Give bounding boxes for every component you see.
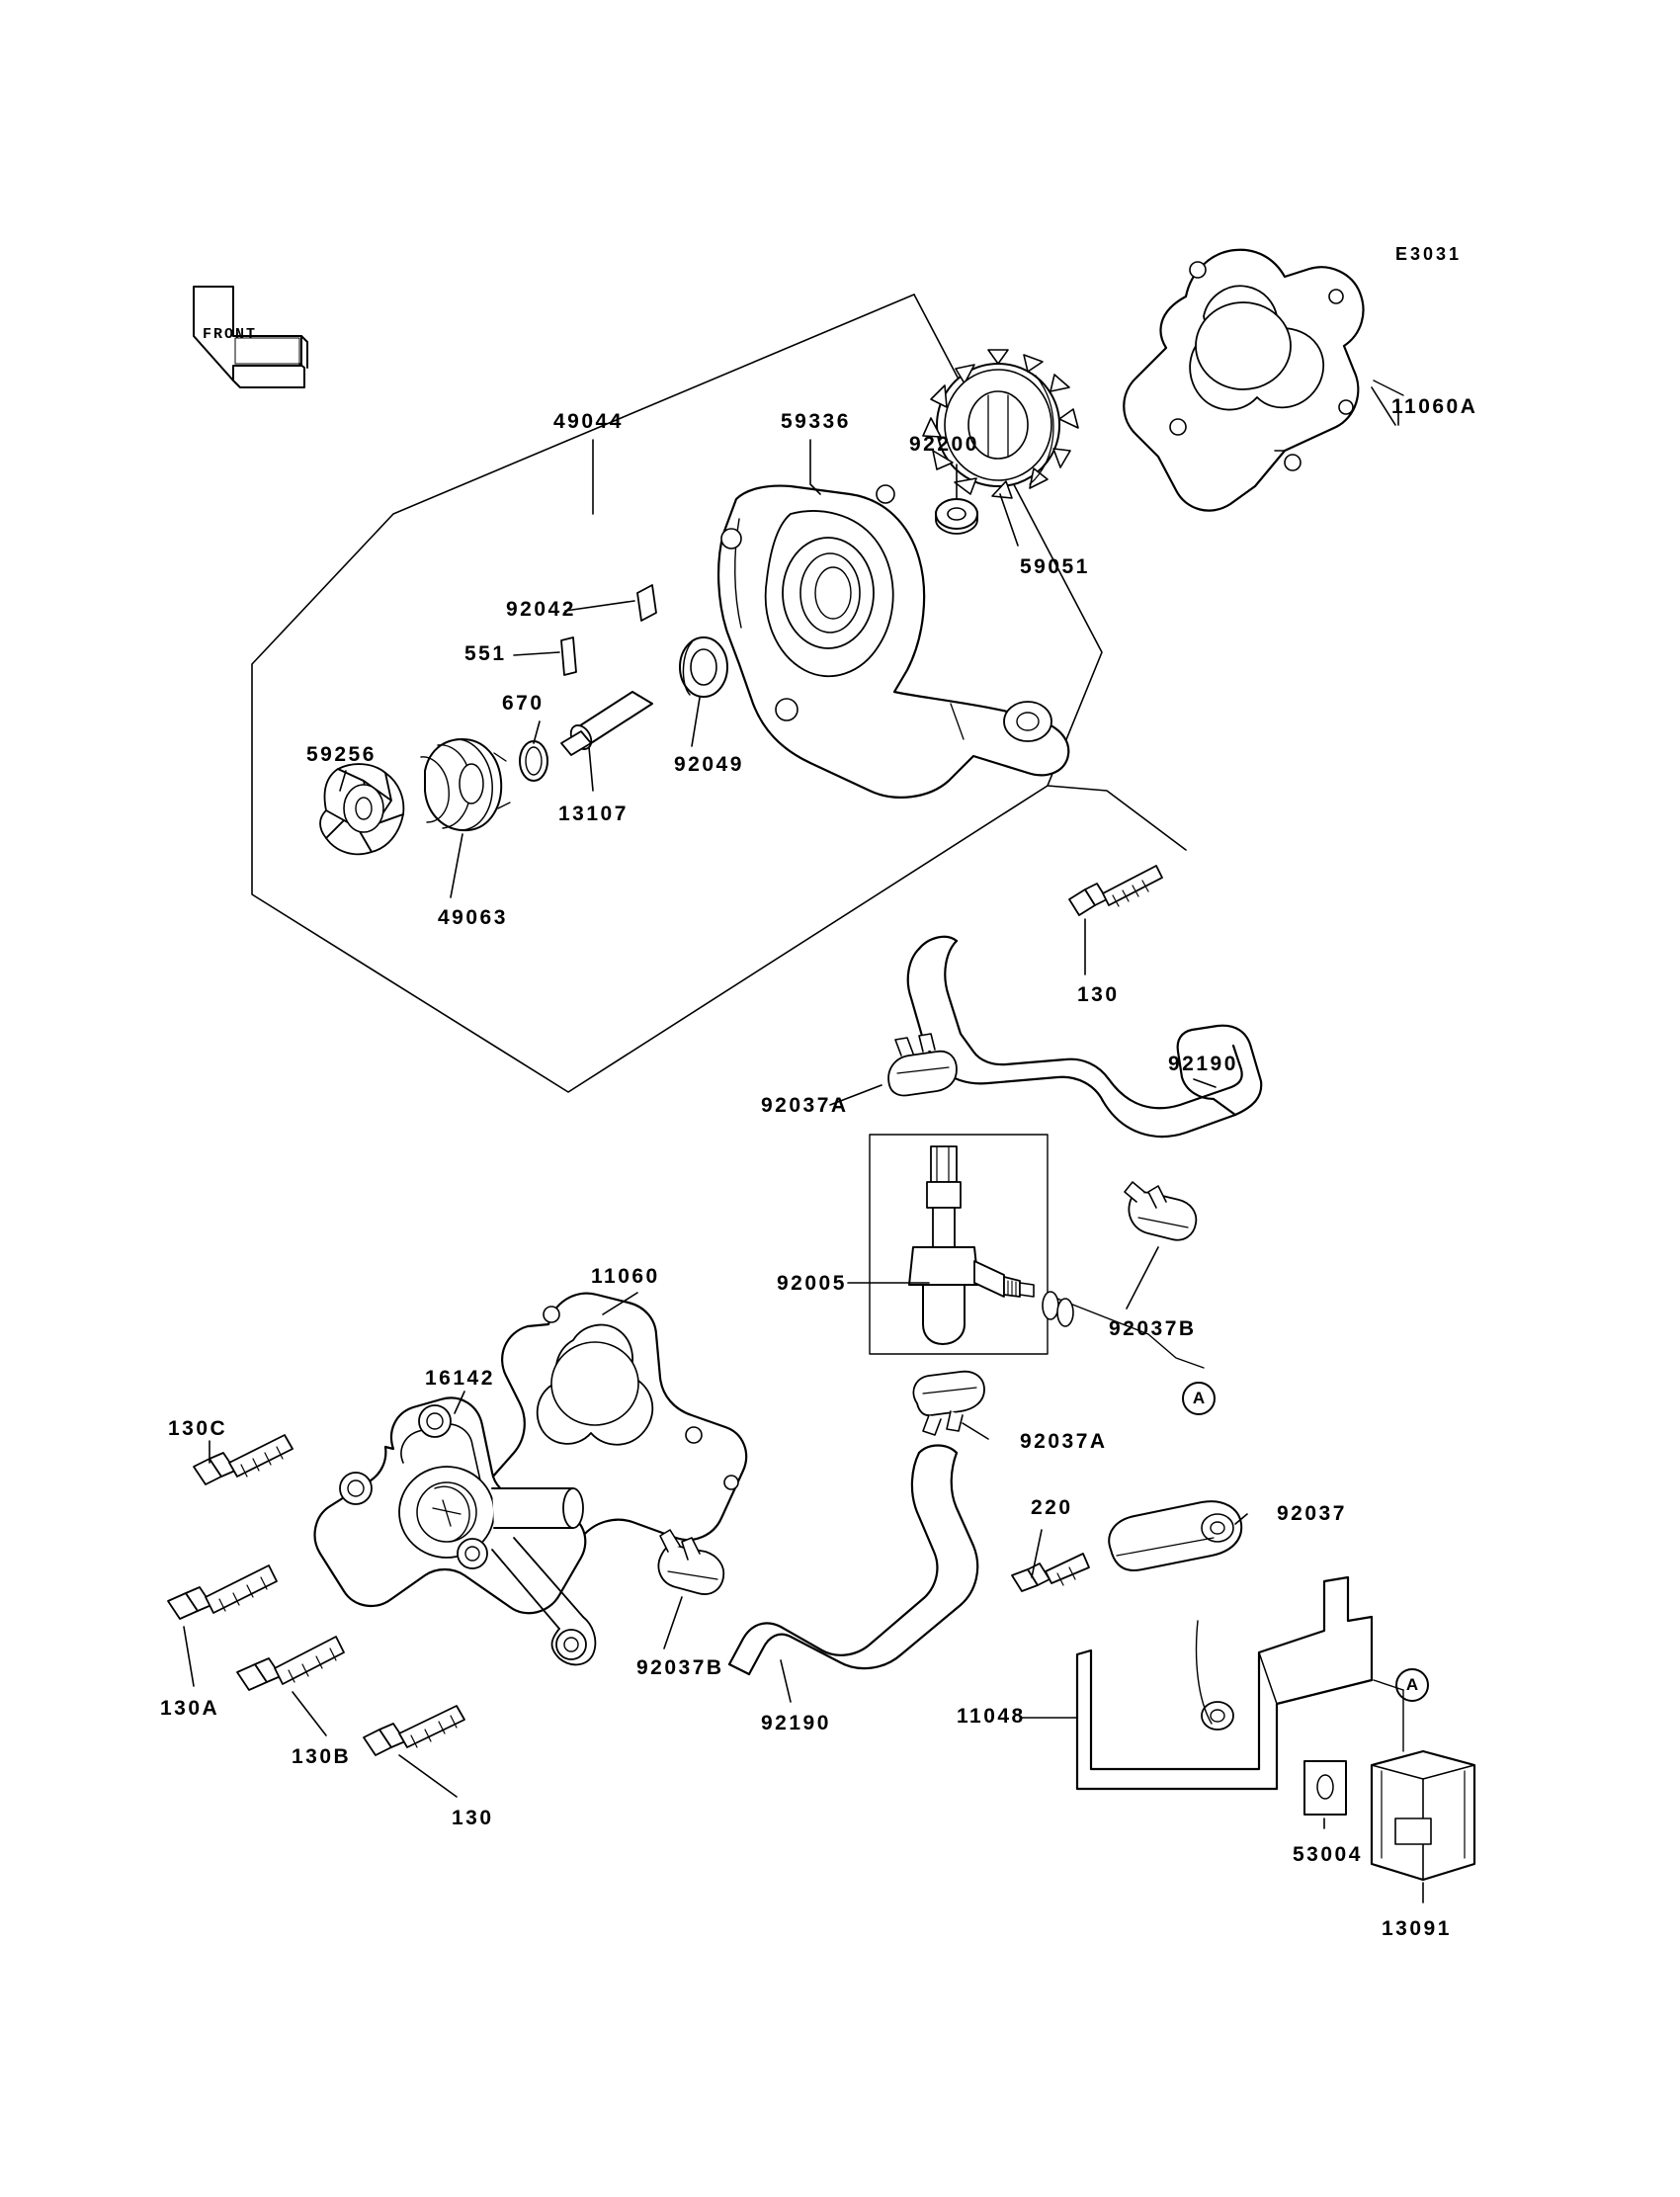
bolt-130-lower bbox=[364, 1706, 464, 1755]
bolt-130C bbox=[194, 1435, 293, 1484]
clamp-92037B-right bbox=[1125, 1182, 1196, 1240]
gear-59051 bbox=[923, 350, 1078, 498]
bolt-130A bbox=[168, 1565, 277, 1619]
part-label-92005: 92005 bbox=[777, 1272, 847, 1295]
clamp-92037B-lower bbox=[658, 1530, 723, 1594]
part-label-220: 220 bbox=[1031, 1496, 1073, 1519]
part-label-551: 551 bbox=[464, 642, 507, 665]
part-label-92190-bottom: 92190 bbox=[761, 1712, 831, 1734]
bolt-130B bbox=[237, 1637, 344, 1690]
front-label: FRONT bbox=[203, 326, 258, 343]
part-label-130A: 130A bbox=[160, 1697, 220, 1720]
diagram-code: E3031 bbox=[1395, 244, 1463, 264]
part-label-59256: 59256 bbox=[306, 743, 377, 766]
pump-body-59336 bbox=[718, 485, 1068, 798]
part-label-11060: 11060 bbox=[591, 1265, 660, 1288]
bracket-11048 bbox=[1077, 1577, 1372, 1789]
part-label-130-bottom: 130 bbox=[452, 1807, 494, 1829]
holder-13091 bbox=[1372, 1751, 1474, 1880]
part-label-92200: 92200 bbox=[909, 433, 979, 456]
pin-92042 bbox=[637, 585, 656, 621]
part-label-13091: 13091 bbox=[1382, 1917, 1452, 1940]
part-label-130C: 130C bbox=[168, 1417, 228, 1440]
clamp-92037A-top bbox=[888, 1034, 957, 1096]
part-label-130-top: 130 bbox=[1077, 983, 1120, 1006]
part-label-92042: 92042 bbox=[506, 598, 576, 621]
seal-49063 bbox=[421, 739, 510, 830]
reference-mark-a-2: A bbox=[1395, 1668, 1429, 1702]
plate-53004 bbox=[1304, 1761, 1346, 1815]
clamp-92037A-bottom bbox=[913, 1372, 984, 1435]
part-label-53004: 53004 bbox=[1293, 1843, 1363, 1866]
reference-mark-a-1: A bbox=[1182, 1382, 1216, 1415]
part-label-59336: 59336 bbox=[781, 410, 851, 433]
part-label-92037A-bottom: 92037A bbox=[1020, 1430, 1108, 1453]
part-label-11048: 11048 bbox=[957, 1705, 1026, 1728]
part-label-130B: 130B bbox=[292, 1745, 352, 1768]
part-label-92037B-right: 92037B bbox=[1109, 1317, 1197, 1340]
part-label-49044: 49044 bbox=[553, 410, 624, 433]
gasket-11060A bbox=[1124, 250, 1363, 511]
bolt-220 bbox=[1012, 1554, 1089, 1591]
part-label-92037B-bottom: 92037B bbox=[636, 1656, 724, 1679]
part-label-92037: 92037 bbox=[1277, 1502, 1347, 1525]
part-label-59051: 59051 bbox=[1020, 555, 1090, 578]
fitting-92005 bbox=[909, 1146, 1073, 1344]
pin-551 bbox=[561, 637, 576, 675]
part-label-16142: 16142 bbox=[425, 1367, 495, 1390]
part-label-11060A: 11060A bbox=[1391, 395, 1478, 418]
part-label-92037A-top: 92037A bbox=[761, 1094, 849, 1117]
part-label-13107: 13107 bbox=[558, 803, 629, 825]
shaft-13107 bbox=[561, 692, 652, 755]
impeller-59256 bbox=[320, 764, 403, 854]
hose-92190-lower bbox=[729, 1446, 977, 1675]
part-label-92049: 92049 bbox=[674, 753, 744, 776]
oil-seal-92049 bbox=[680, 637, 727, 697]
part-label-670: 670 bbox=[502, 692, 545, 715]
washer-92200 bbox=[936, 499, 977, 534]
bolt-130-top bbox=[1069, 866, 1162, 915]
part-label-92190-right: 92190 bbox=[1168, 1053, 1238, 1075]
part-label-49063: 49063 bbox=[438, 906, 508, 929]
clip-92037 bbox=[1109, 1501, 1241, 1570]
oring-670 bbox=[520, 741, 547, 781]
